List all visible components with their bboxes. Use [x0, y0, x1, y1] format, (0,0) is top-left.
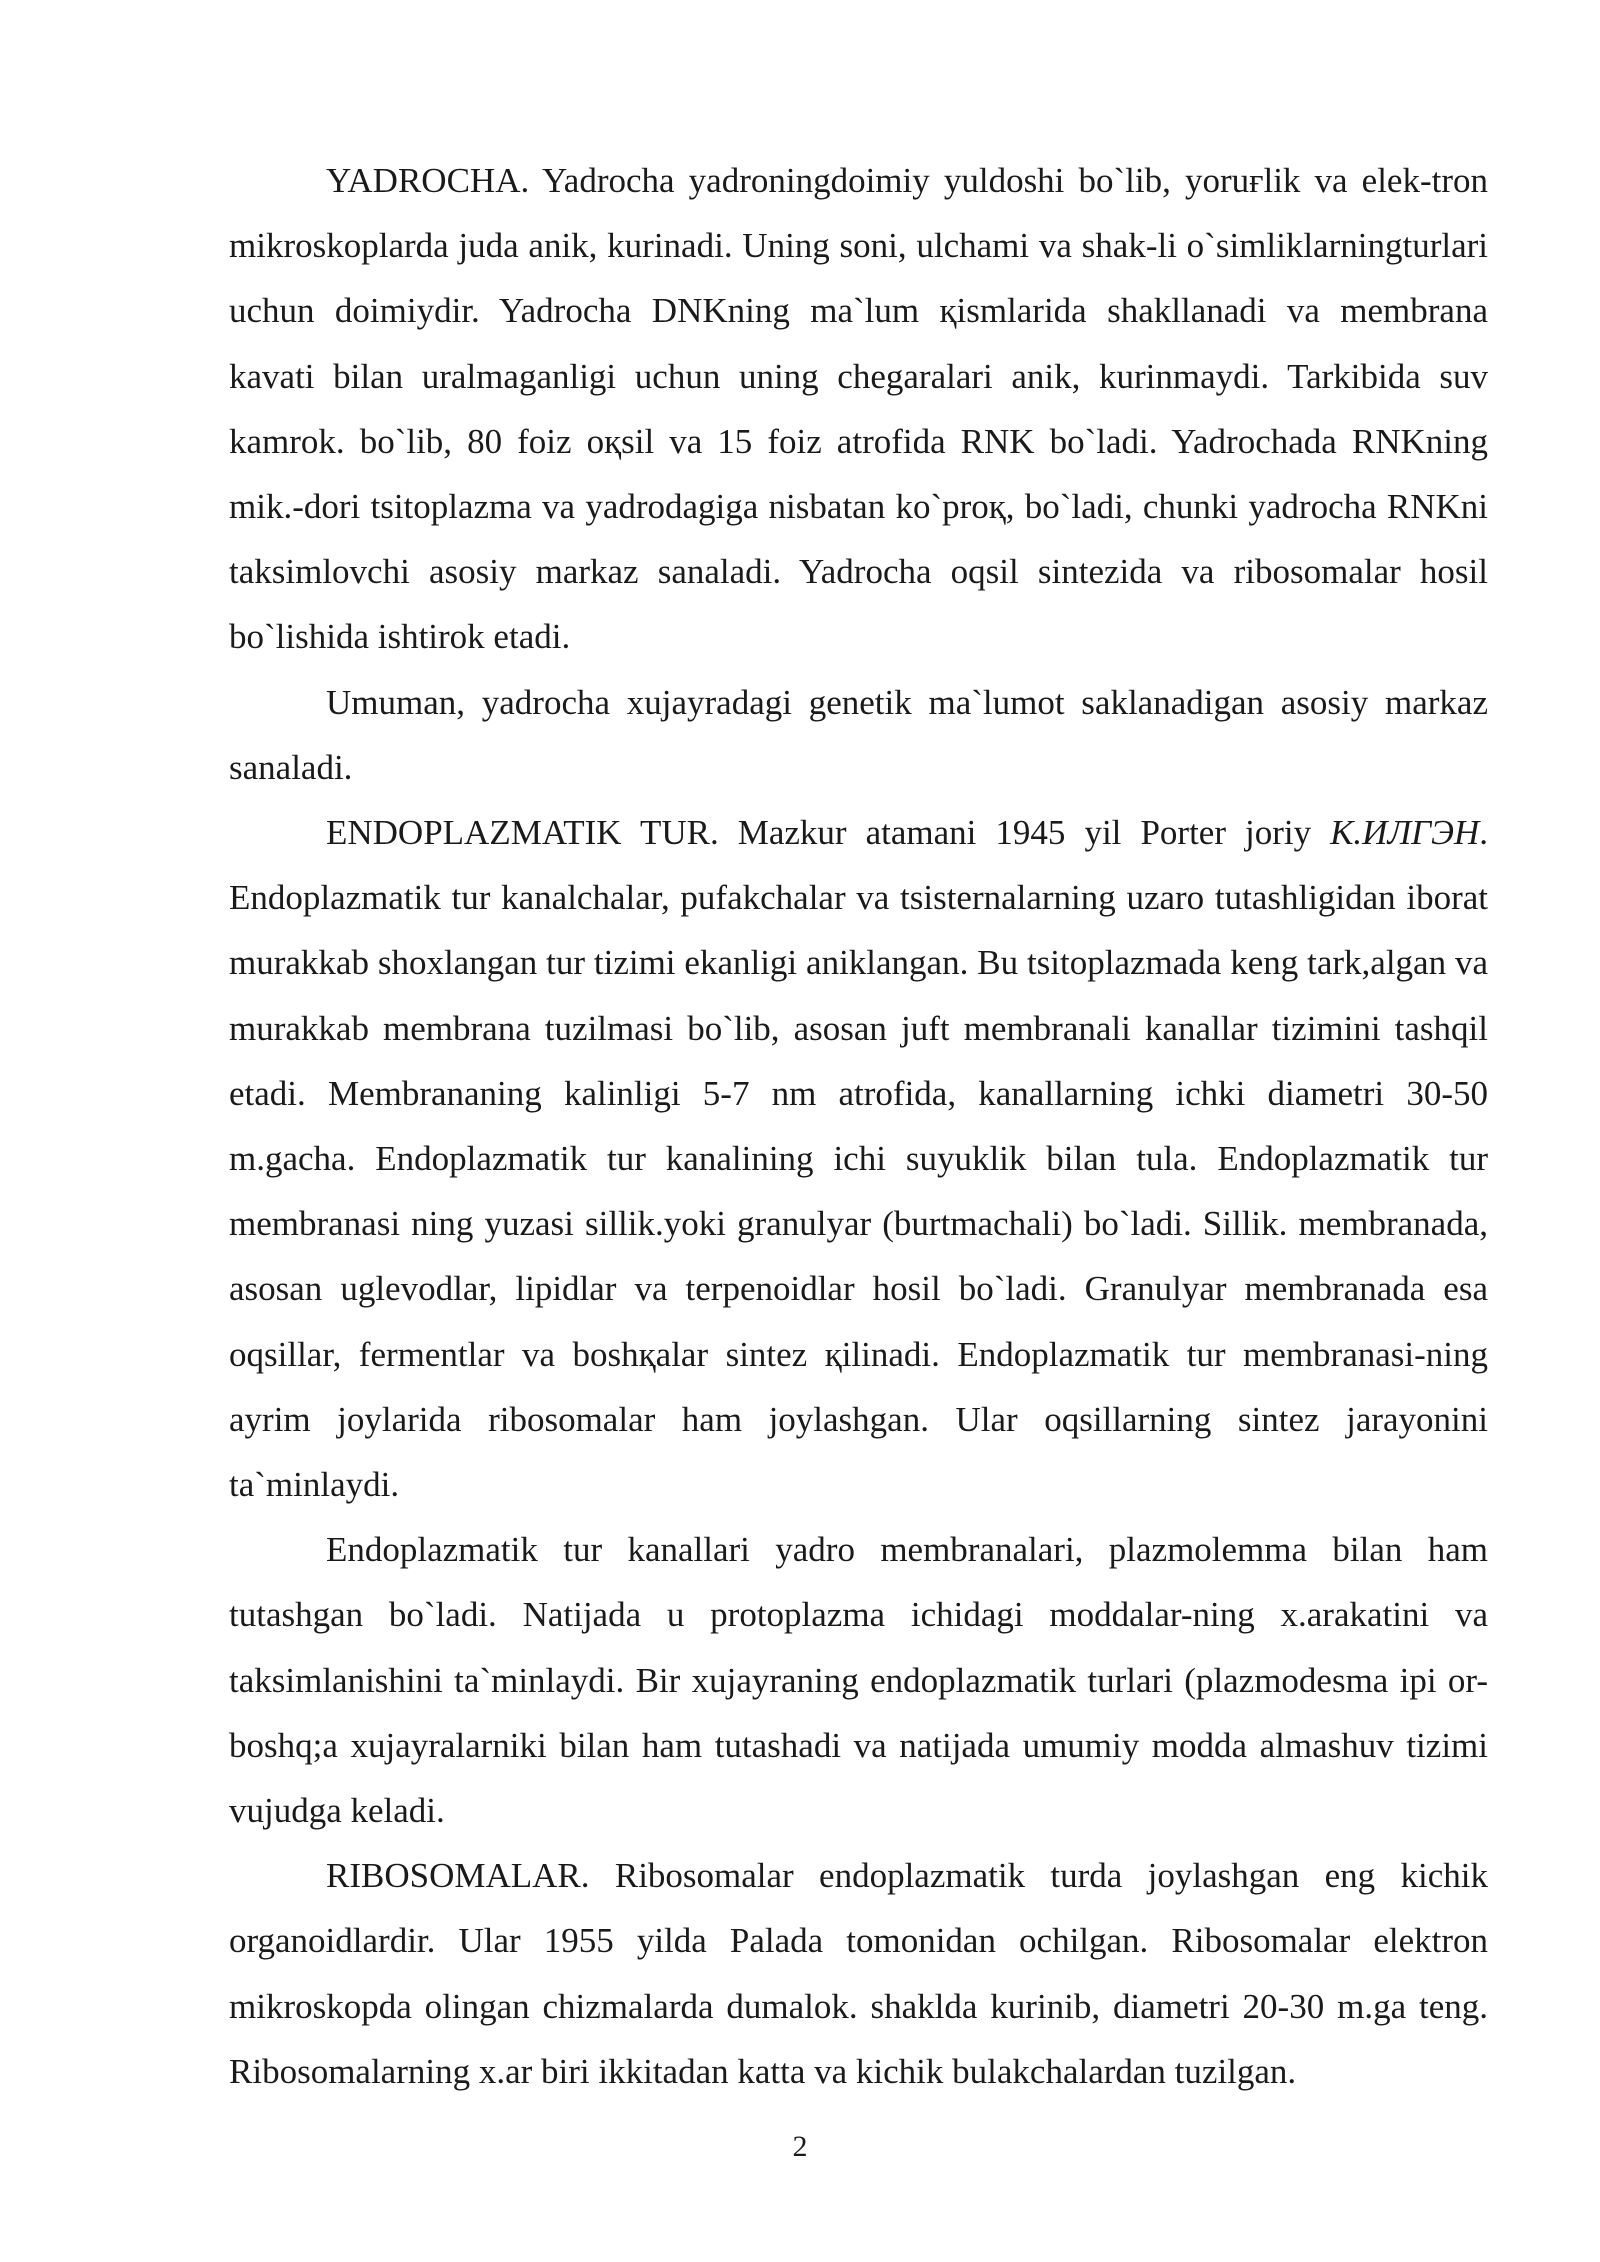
paragraph-rest: . Endoplazmatik tur kanalchalar, pufakchalar va tsisternalarning uzaro tutashligidan iborat murakkab shoxlangan tur tizimi ekanligi aniklangan. Bu tsitoplazmada keng tark,algan va murakkab membrana tuzilmasi bo`lib, asosan juft membranali kanallar tizimini tashqil etadi. Membrananing kalinligi 5-7 nm atrofida, kanallarning ichki diametri 30-50 m.gacha. Endoplazmatik tur kanalining ichi suyuklik bilan tula. Endoplazmatik tur membranasi ning yuzasi sillik.yoki granulyar (burtmachali) bo`ladi. Sillik. membranada, asosan uglevodlar, lipidlar va terpenoidlar hosil bo`ladi. Granulyar membranada esa oqsillar, fermentlar va boshқalar sintez қilinadi. Endoplazmatik tur membranasi-ning ayrim joylarida ribosomalar ham joylashgan. Ular oqsillarning sintez jarayonini ta`minlaydi. — [229, 813, 1488, 1505]
paragraph-lead: ENDOPLAZMATIK TUR. Mazkur atamani 1945 yil Porter joriy — [326, 813, 1331, 853]
paragraph-endoplazmatik-kanallari: Endoplazmatik tur kanallari yadro membranalari, plazmolemma bilan ham tutashgan bo`ladi. Natijada u protoplazma ichidagi moddalar-ning x.arakatini va taksimlanishini ta`minlaydi. Bir xujayraning endoplazmatik turlari (plazmodesma ipi or-boshq;a xujayralarniki bilan ham tutashadi va natijada umumiy modda almashuv tizimi vujudga keladi. — [229, 1530, 1488, 1831]
paragraph-ribosomalar: RIBOSOMALAR. Ribosomalar endoplazmatik turda joylashgan eng kichik organoidlardir. Ular 1955 yilda Palada tomonidan ochilgan. Ribosomalar elektron mikroskopda olingan chizmalarda dumalok. shaklda kurinib, diametri 20-30 m.ga teng. Ribosomalarning x.ar biri ikkitadan katta va kichik bulakchalardan tuzilgan. — [229, 1856, 1488, 2091]
body-text — [229, 148, 1488, 2104]
italic-term: К.ИЛГЭН — [1330, 813, 1480, 853]
paragraph-endoplazmatik-tur — [229, 800, 1488, 1517]
paragraph-umuman: Umuman, yadrocha xujayradagi genetik ma`lumot saklanadigan asosiy markaz sanaladi. — [229, 682, 1488, 787]
paragraph-yadrocha: YADROCHA. Yadrocha yadroningdoimiy yuldoshi bo`lib, yoruғlik va elek-tron mikroskoplarda juda anik, kurinadi. Uning soni, ulchami va shak-li o`simliklarningturlari uchun doimiydir. Yadrocha DNKning ma`lum қismlarida shakllanadi va membrana kavati bilan uralmaganligi uchun uning chegaralari anik, kurinmaydi. Tarkibida suv kamrok. bo`lib, 80 foiz oқsil va 15 foiz atrofida RNK bo`ladi. Yadrochada RNKning mik.-dori tsitoplazma va yadrodagiga nisbatan ko`proқ, bo`ladi, chunki yadrocha RNKni taksimlovchi asosiy markaz sanaladi. Yadrocha oqsil sintezida va ribosomalar hosil bo`lishida ishtirok etadi. — [229, 161, 1488, 657]
page-number: 2 — [792, 2130, 808, 2163]
